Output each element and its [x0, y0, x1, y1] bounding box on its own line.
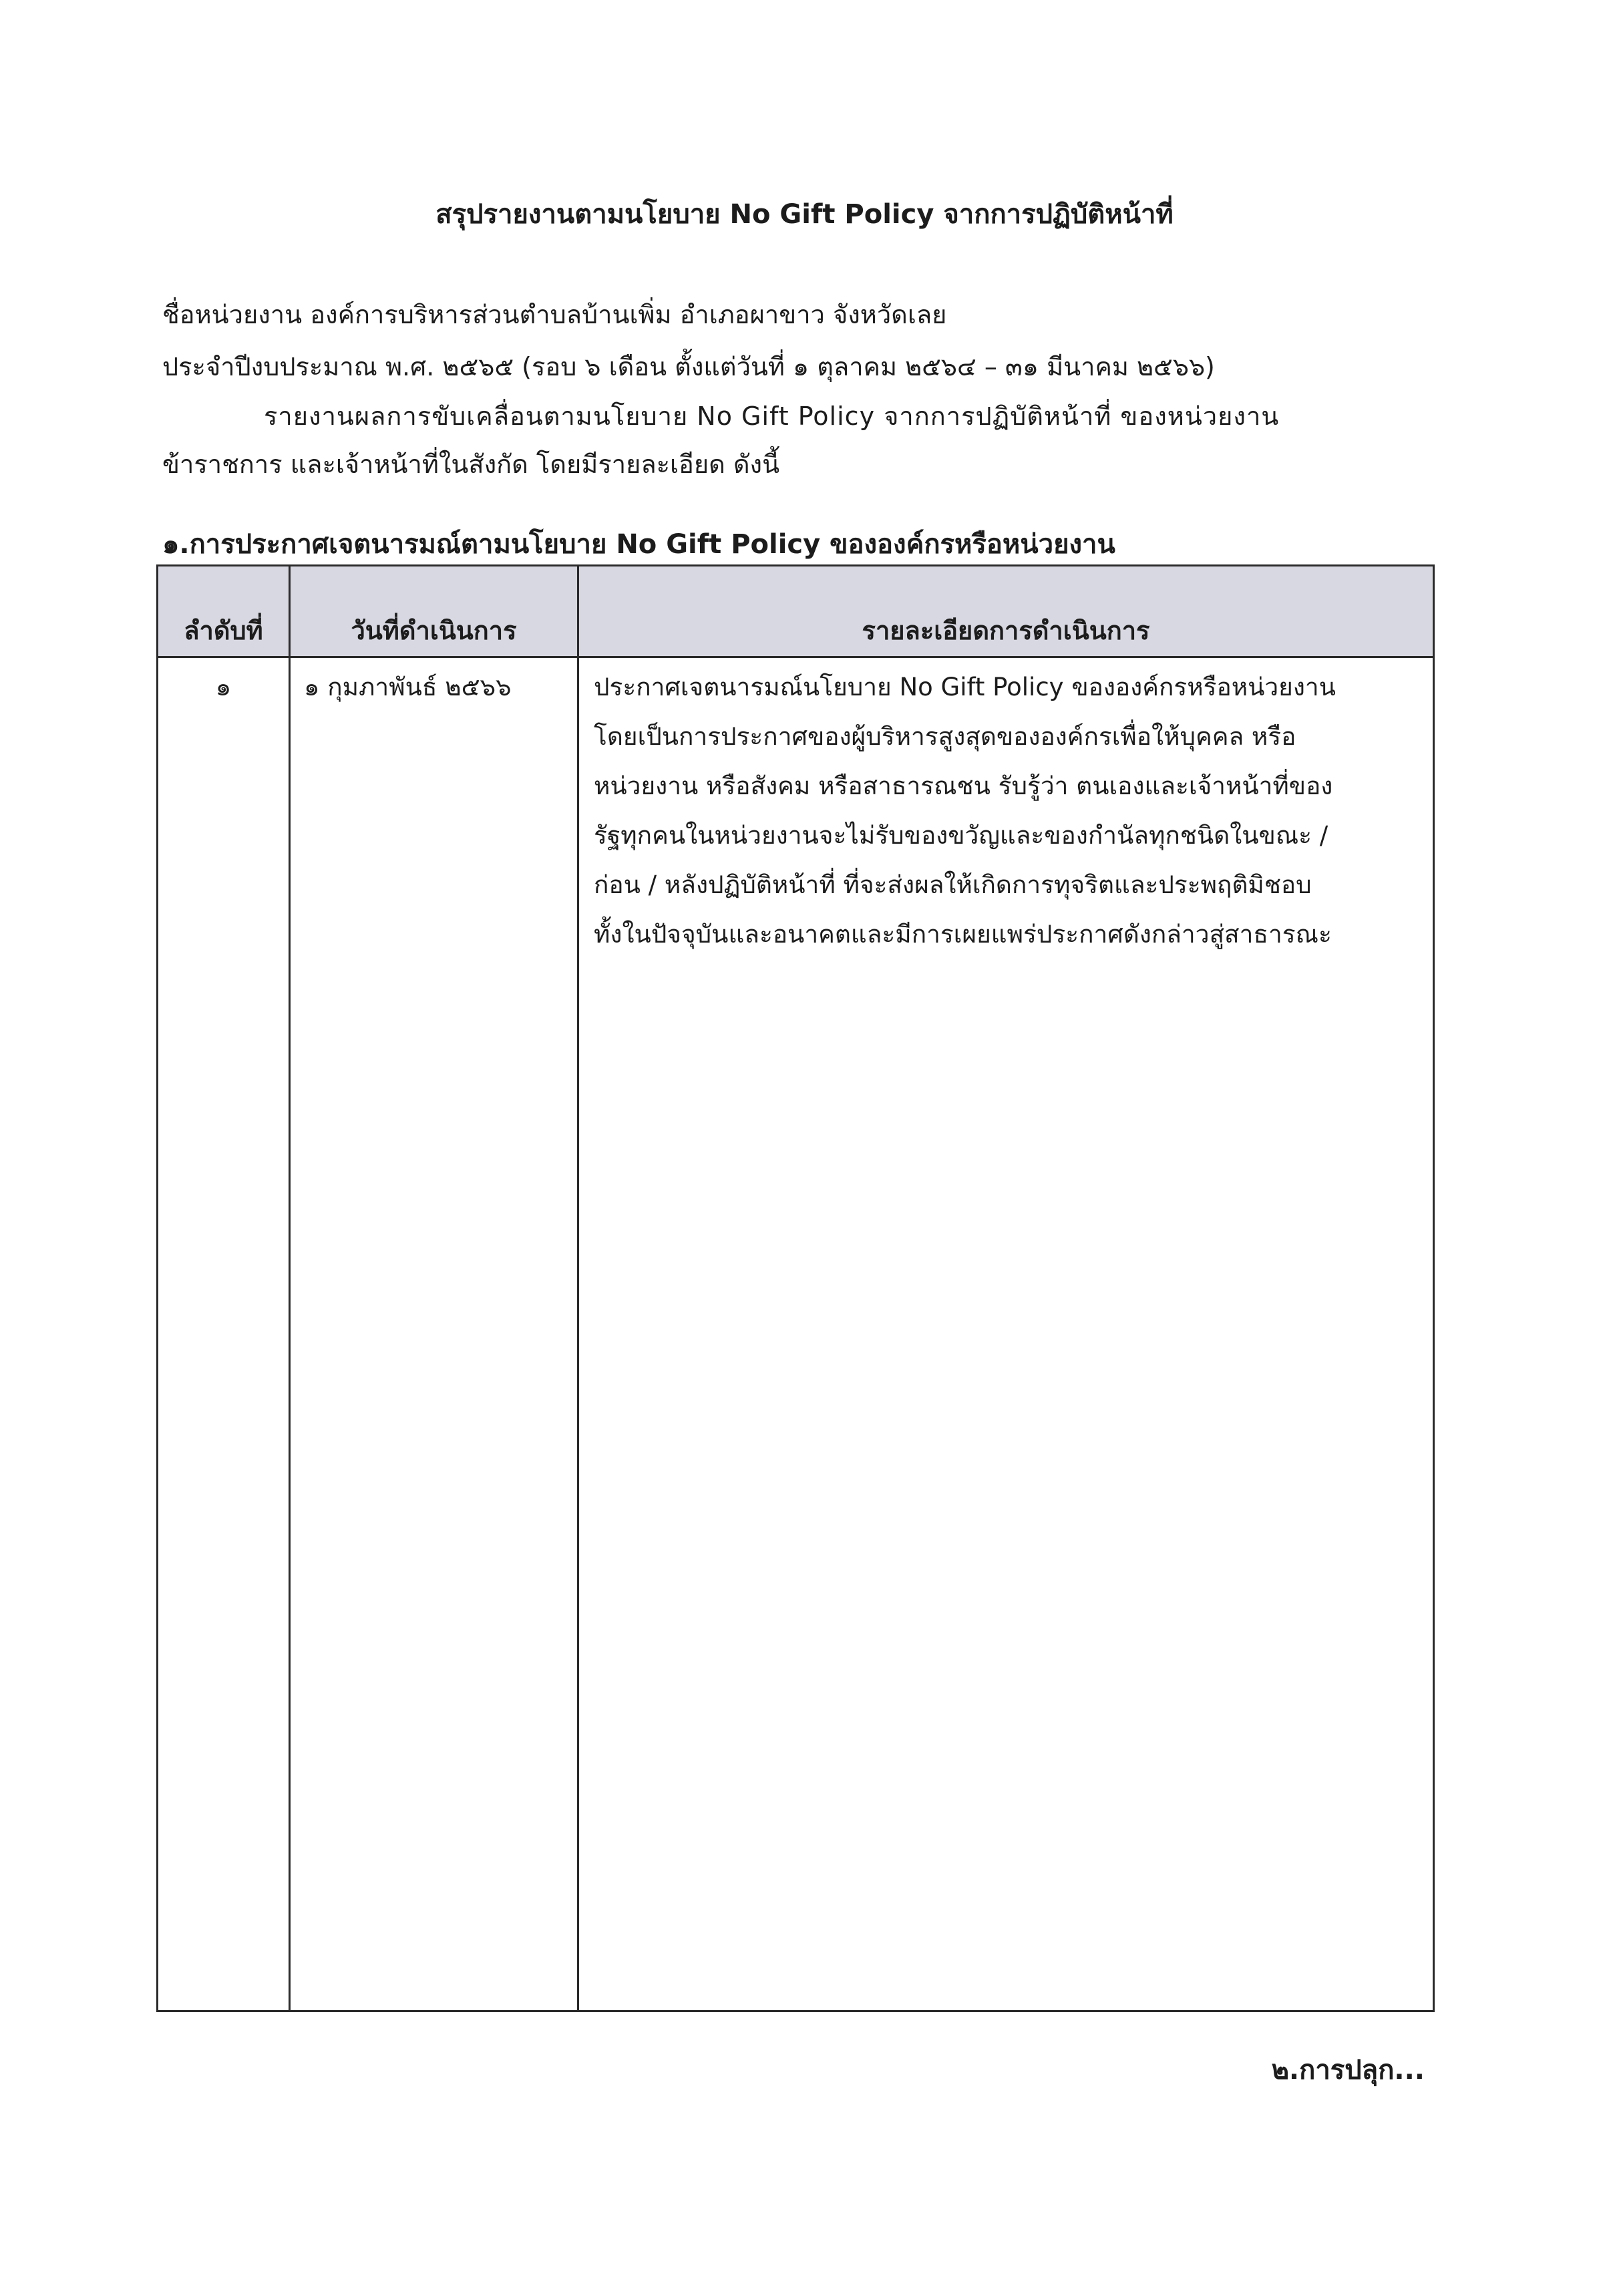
intro-line-2: ข้าราชการ และเจ้าหน้าที่ในสังกัด โดยมีรายละเอียด ดังนี้	[162, 450, 780, 479]
column-header-date: วันที่ดำเนินการ	[290, 566, 578, 657]
row-number: ๑	[158, 657, 290, 2011]
column-header-no: ลำดับที่	[158, 566, 290, 657]
table-header-row	[158, 566, 1434, 657]
detail-line: ทั้งในปัจจุบันและอนาคตและมีการเผยแพร่ประกาศดังกล่าวสู่สาธารณะ	[594, 920, 1332, 949]
report-table	[156, 564, 1435, 2012]
detail-line: ก่อน / หลังปฏิบัติหน้าที่ ที่จะส่งผลให้เกิดการทุจริตและประพฤติมิชอบ	[594, 870, 1312, 899]
page-title: สรุปรายงานตามนโยบาย No Gift Policy จากการปฏิบัติหน้าที่	[435, 199, 1174, 230]
detail-line: รัฐทุกคนในหน่วยงานจะไม่รับของขวัญและของกำนัลทุกชนิดในขณะ /	[594, 821, 1328, 850]
detail-line: โดยเป็นการประกาศของผู้บริหารสูงสุดขององค์กรเพื่อให้บุคคล หรือ	[594, 722, 1296, 751]
intro-line-1: รายงานผลการขับเคลื่อนตามนโยบาย No Gift Policy จากการปฏิบัติหน้าที่ ของหน่วยงาน	[264, 401, 1280, 431]
column-header-detail: รายละเอียดการดำเนินการ	[578, 566, 1434, 657]
detail-line: ประกาศเจตนารมณ์นโยบาย No Gift Policy ขององค์กรหรือหน่วยงาน	[594, 673, 1336, 701]
fiscal-year-line: ประจำปีงบประมาณ พ.ศ. ๒๕๖๕ (รอบ ๖ เดือน ตั้งแต่วันที่ ๑ ตุลาคม ๒๕๖๔ – ๓๑ มีนาคม ๒๕๖๖)	[162, 352, 1215, 381]
page-continuation: ๒.การปลุก...	[1271, 2055, 1425, 2086]
section-heading: ๑.การประกาศเจตนารมณ์ตามนโยบาย No Gift Policy ขององค์กรหรือหน่วยงาน	[162, 529, 1115, 560]
organization-line: ชื่อหน่วยงาน องค์การบริหารส่วนตำบลบ้านเพิ่ม อำเภอผาขาว จังหวัดเลย	[162, 300, 947, 329]
table-row	[158, 657, 1434, 2011]
detail-line: หน่วยงาน หรือสังคม หรือสาธารณชน รับรู้ว่า ตนเองและเจ้าหน้าที่ของ	[594, 772, 1333, 800]
row-detail	[578, 657, 1434, 2011]
row-date: ๑ กุมภาพันธ์ ๒๕๖๖	[290, 657, 578, 2011]
